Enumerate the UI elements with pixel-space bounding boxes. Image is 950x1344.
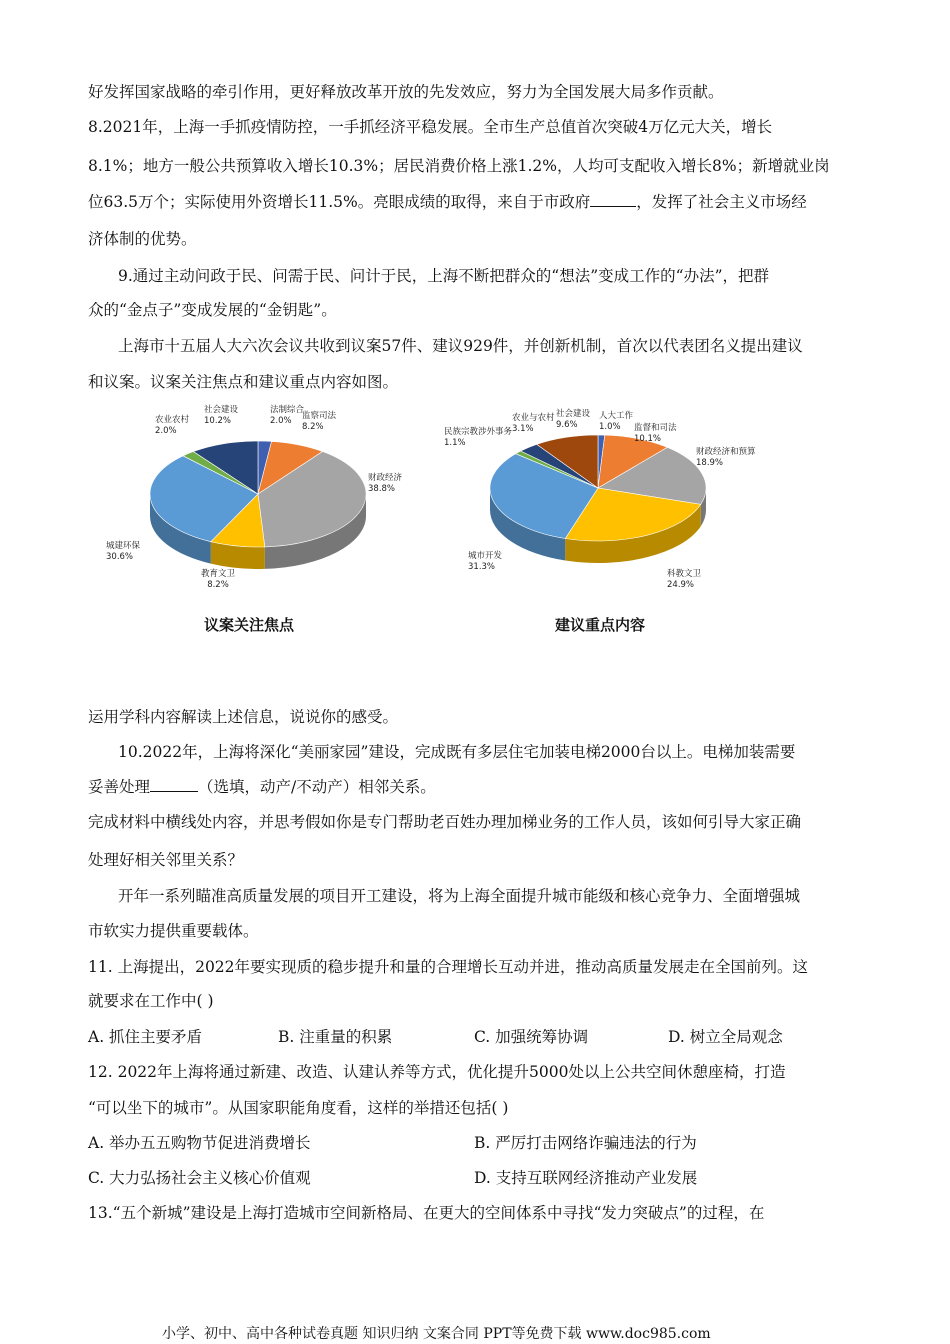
pie-label-name: 监察司法	[302, 411, 337, 421]
pie-label-value: 9.6%	[556, 420, 578, 430]
text-line: 运用学科内容解读上述信息，说说你的感受。	[88, 708, 399, 726]
pie-label-value: 24.9%	[667, 580, 695, 590]
pie-label-name: 城建环保	[106, 541, 141, 551]
pie-label-value: 2.0%	[155, 426, 177, 436]
chart-title-proposals: 议案关注焦点	[204, 616, 295, 634]
text-segment: （选填，动产/不动产）相邻关系。	[198, 778, 436, 796]
question-12-line: 12. 2022年上海将通过新建、改造、认建认养等方式，优化提升5000处以上公共空间休憩座椅，打造	[88, 1063, 786, 1081]
pie-label-name: 科教文卫	[667, 569, 702, 579]
chart-title-suggestions: 建议重点内容	[555, 616, 646, 634]
text-line: 就要求在工作中( )	[88, 992, 214, 1010]
pie-chart-suggestions	[438, 400, 768, 610]
pie-label-value: 38.8%	[368, 484, 396, 494]
pie-label-name: 农业与农村	[512, 413, 555, 423]
text-line: 处理好相关邻里关系？	[88, 851, 244, 869]
text-line: 开年一系列瞄准高质量发展的项目开工建设，将为上海全面提升城市能级和核心竞争力、全面增强城	[118, 887, 801, 905]
text-line: 上海市十五届人大六次会议共收到议案57件、建议929件，并创新机制，首次以代表团名义提出建议	[118, 337, 803, 355]
question-11-line: 11. 上海提出，2022年要实现质的稳步提升和量的合理增长互动并进，推动高质量发展走在全国前列。这	[88, 958, 809, 976]
text-line: 和议案。议案关注焦点和建议重点内容如图。	[88, 373, 399, 391]
pie-label-name: 社会建设	[556, 409, 591, 419]
pie-label-name: 城市开发	[468, 551, 503, 561]
pie-label-value: 8.2%	[207, 580, 229, 590]
q11-option-d[interactable]: D. 树立全局观念	[668, 1028, 783, 1046]
text-line: 市软实力提供重要载体。	[88, 922, 259, 940]
pie-label-value: 1.0%	[599, 422, 621, 432]
pie-label-value: 18.9%	[696, 458, 724, 468]
q11-option-c[interactable]: C. 加强统筹协调	[474, 1028, 589, 1046]
question-13-line: 13.“五个新城”建设是上海打造城市空间新格局、在更大的空间体系中寻找“发力突破点”的过程，在	[88, 1204, 765, 1222]
text-segment: 妥善处理	[88, 778, 151, 796]
pie-label-name: 人大工作	[599, 411, 634, 421]
text-line	[88, 192, 807, 212]
text-line: 完成材料中横线处内容，并思考假如你是专门帮助老百姓办理加梯业务的工作人员，该如何引导大家正确	[88, 813, 802, 831]
text-line: 8.1%；地方一般公共预算收入增长10.3%；居民消费价格上涨1.2%，人均可支配收入增长8%；新增就业岗	[88, 157, 830, 175]
q12-option-c[interactable]: C. 大力弘扬社会主义核心价值观	[88, 1169, 311, 1187]
pie-label-name: 农业农村	[155, 415, 190, 425]
pie-label-value: 1.1%	[444, 438, 466, 448]
pie-label-value: 10.2%	[204, 416, 232, 426]
pie-label-value: 3.1%	[512, 424, 534, 434]
pie-label-name: 监督和司法	[634, 423, 677, 433]
text-segment: 位63.5万个；实际使用外资增长11.5%。亮眼成绩的取得，来自于市政府	[88, 193, 591, 211]
pie-label-value: 2.0%	[270, 416, 292, 426]
q12-option-b[interactable]: B. 严厉打击网络诈骗违法的行为	[474, 1134, 697, 1152]
text-line: “可以坐下的城市”。从国家职能角度看，这样的举措还包括( )	[88, 1099, 509, 1117]
footer-text: 小学、初中、高中各种试卷真题 知识归纳 文案合同 PPT等免费下载 www.doc985.com	[162, 1326, 711, 1342]
pie-label-name: 教育文卫	[200, 569, 236, 579]
pie-label-name: 民族宗教涉外事务	[444, 427, 513, 437]
q11-option-b[interactable]: B. 注重量的积累	[278, 1028, 393, 1046]
pie-label-value: 30.6%	[106, 552, 134, 562]
q11-option-a[interactable]: A. 抓住主要矛盾	[88, 1028, 203, 1046]
q12-option-a[interactable]: A. 举办五五购物节促进消费增长	[88, 1134, 311, 1152]
q12-option-d[interactable]: D. 支持互联网经济推动产业发展	[474, 1169, 698, 1187]
pie-label-value: 31.3%	[468, 562, 496, 572]
text-line: 众的“金点子”变成发展的“金钥匙”。	[88, 301, 337, 319]
pie-label-value: 8.2%	[302, 422, 324, 432]
pie-chart-proposals	[100, 400, 430, 610]
pie-label-value: 10.1%	[634, 434, 662, 444]
text-line: 济体制的优势。	[88, 230, 197, 248]
pie-label-name: 财政经济和预算	[696, 447, 756, 457]
text-line	[88, 777, 436, 797]
pie-label-name: 法制综合	[270, 405, 305, 415]
pie-label-name: 财政经济	[368, 473, 403, 483]
pie-label-name: 社会建设	[204, 405, 239, 415]
text-segment: ，发挥了社会主义市场经	[636, 193, 807, 211]
text-line: 好发挥国家战略的牵引作用，更好释放改革开放的先发效应，努力为全国发展大局多作贡献。	[88, 83, 724, 101]
question-8-line: 8.2021年，上海一手抓疫情防控，一手抓经济平稳发展。全市生产总值首次突破4万亿元大关，增长	[88, 118, 773, 136]
answer-blank[interactable]	[150, 777, 198, 792]
answer-blank[interactable]	[590, 192, 636, 207]
question-10-line: 10.2022年，上海将深化“美丽家园”建设，完成既有多层住宅加装电梯2000台以上。电梯加装需要	[118, 743, 796, 761]
question-9-line: 9.通过主动问政于民、问需于民、问计于民，上海不断把群众的“想法”变成工作的“办法”，把群	[118, 267, 769, 285]
